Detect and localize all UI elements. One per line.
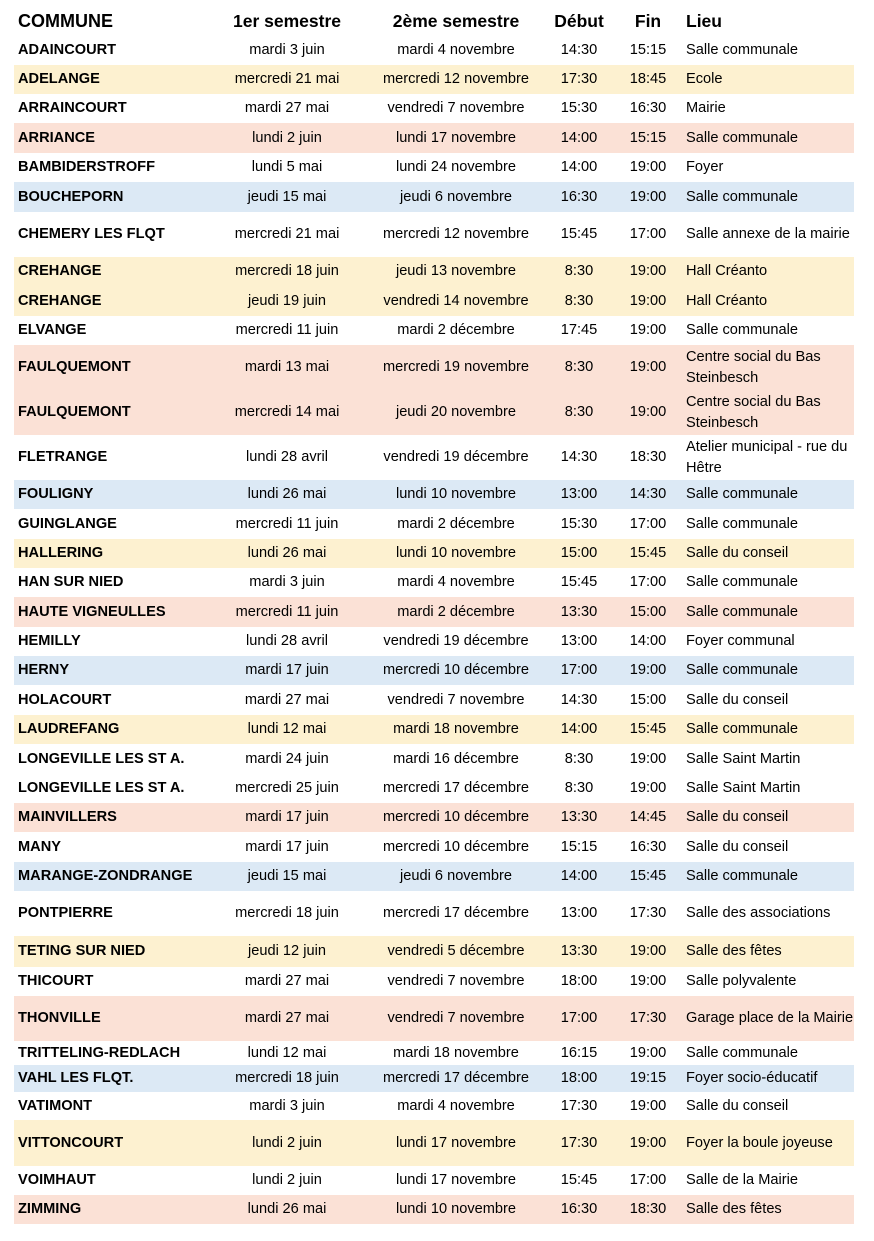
cell-end: 15:00 [629,691,667,708]
cell-commune: BAMBIDERSTROFF [18,159,156,175]
cell-commune: ZIMMING [18,1201,82,1217]
cell-semester-1: mercredi 25 juin [235,780,339,796]
cell-semester-2: mardi 2 décembre [397,603,515,620]
cell-location: Salle des fêtes [686,1201,782,1217]
cell-semester-2: lundi 17 novembre [395,1172,517,1188]
cell-location: Salle communale [686,574,798,590]
cell-semester-2: mardi 4 novembre [397,42,515,58]
cell-start: 18:00 [560,973,598,989]
cell-start: 8:30 [564,263,594,279]
cell-commune: CREHANGE [18,292,102,309]
table-row [14,316,854,345]
cell-location: Foyer la boule joyeuse [686,1134,833,1151]
cell-location: Salle communale [686,662,798,678]
cell-start: 14:00 [560,159,598,175]
cell-end: 15:45 [629,545,667,561]
cell-semester-1: mardi 3 juin [249,42,325,58]
cell-semester-2: vendredi 7 novembre [387,691,525,708]
cell-semester-1: mercredi 11 juin [235,515,339,532]
cell-semester-2: lundi 17 novembre [395,1134,517,1151]
cell-location: Centre social du Bas Steinbesch [686,348,821,386]
table-body [14,36,854,1224]
cell-semester-2: mardi 2 décembre [397,515,515,532]
cell-start: 15:45 [560,1172,598,1188]
cell-semester-2: mardi 18 novembre [393,721,519,737]
cell-start: 8:30 [564,750,594,767]
cell-semester-2: jeudi 13 novembre [395,263,517,279]
table-row [14,803,854,832]
cell-start: 17:30 [560,71,598,87]
cell-semester-2: vendredi 7 novembre [387,973,525,989]
cell-end: 19:00 [629,292,667,309]
cell-start: 14:00 [560,721,598,737]
cell-end: 19:00 [629,750,667,767]
cell-commune: TETING SUR NIED [18,943,146,959]
cell-end: 15:00 [629,603,667,620]
cell-start: 13:30 [560,943,598,959]
cell-location: Salle communale [686,129,798,146]
cell-end: 14:30 [629,486,667,502]
cell-commune: HAUTE VIGNEULLES [18,603,166,620]
cell-semester-2: mercredi 17 décembre [382,780,529,796]
cell-semester-1: lundi 2 juin [252,1172,322,1188]
table-header [14,6,854,36]
cell-semester-1: lundi 5 mai [251,159,323,175]
header-semester-2: 2ème semestre [392,10,520,31]
cell-commune: HEMILLY [18,633,81,649]
table-row [14,996,854,1041]
table-row [14,936,854,967]
cell-location: Ecole [686,71,723,87]
cell-semester-2: lundi 10 novembre [395,486,517,502]
cell-commune: ARRAINCOURT [18,100,127,116]
cell-commune: VATIMONT [18,1097,93,1114]
cell-location: Salle polyvalente [686,973,797,989]
cell-location: Salle communale [686,486,798,502]
table-row [14,568,854,597]
cell-semester-2: mardi 16 décembre [393,750,519,767]
table-row [14,345,854,390]
cell-start: 15:30 [560,515,598,532]
cell-start: 13:00 [560,633,598,649]
table-row [14,1195,854,1224]
cell-end: 19:00 [629,943,667,959]
cell-end: 15:45 [629,721,667,737]
cell-location: Salle Saint Martin [686,780,801,796]
cell-end: 19:00 [629,1097,667,1114]
cell-end: 19:00 [629,159,667,175]
cell-semester-1: mardi 3 juin [249,574,325,590]
header-end: Fin [634,10,662,31]
cell-commune: HERNY [18,662,70,678]
cell-commune: LONGEVILLE LES ST A. [18,750,185,767]
cell-end: 19:00 [629,662,667,678]
cell-location: Atelier municipal - rue du Hêtre [686,438,848,476]
cell-end: 19:00 [629,188,667,205]
table-row [14,597,854,627]
cell-end: 19:00 [629,1134,667,1151]
cell-location: Centre social du Bas Steinbesch [686,393,821,431]
cell-end: 19:00 [629,359,667,375]
cell-commune: MANY [18,838,61,855]
cell-commune: ADAINCOURT [18,42,117,58]
cell-semester-2: jeudi 20 novembre [395,404,517,420]
cell-semester-2: mercredi 17 décembre [382,1070,529,1086]
cell-semester-1: jeudi 19 juin [248,292,326,309]
header-location: Lieu [686,10,722,31]
cell-semester-2: lundi 10 novembre [395,1201,517,1217]
table-row [14,182,854,212]
cell-semester-1: mardi 27 mai [244,100,330,116]
cell-end: 19:00 [629,263,667,279]
table-row [14,36,854,65]
table-row [14,539,854,568]
cell-semester-1: mardi 3 juin [249,1097,325,1114]
cell-semester-2: vendredi 19 décembre [383,449,529,465]
cell-start: 13:00 [560,486,598,502]
cell-semester-1: mardi 17 juin [245,838,329,855]
cell-commune: LONGEVILLE LES ST A. [18,780,185,796]
cell-location: Salle des associations [686,905,831,921]
cell-location: Salle communale [686,188,798,205]
cell-start: 14:30 [560,691,598,708]
cell-start: 13:00 [560,905,598,921]
cell-start: 8:30 [564,780,594,796]
table-row [14,480,854,509]
cell-location: Garage place de la Mairie [686,1010,854,1026]
cell-commune: HALLERING [18,545,104,561]
cell-commune: VAHL LES FLQT. [18,1070,134,1086]
cell-semester-1: lundi 28 avril [246,633,328,649]
table-row [14,509,854,539]
cell-location: Salle annexe de la mairie [686,226,850,242]
cell-semester-2: mardi 2 décembre [397,322,515,338]
cell-start: 8:30 [564,404,594,420]
cell-location: Salle communale [686,1044,798,1061]
cell-start: 17:00 [560,662,598,678]
table-row [14,715,854,744]
cell-semester-1: mercredi 18 juin [235,1070,339,1086]
cell-commune: ARRIANCE [18,129,96,146]
cell-end: 18:30 [629,449,667,465]
cell-start: 13:30 [560,809,598,825]
cell-commune: THONVILLE [18,1010,101,1026]
cell-start: 15:30 [560,100,598,116]
cell-commune: FOULIGNY [18,486,94,502]
cell-semester-2: jeudi 6 novembre [400,188,512,205]
cell-end: 19:15 [629,1070,667,1086]
cell-commune: HOLACOURT [18,691,112,708]
cell-semester-1: mardi 17 juin [245,662,329,678]
cell-semester-2: mardi 4 novembre [397,1097,515,1114]
cell-semester-2: vendredi 7 novembre [387,100,525,116]
cell-semester-2: vendredi 19 décembre [383,633,529,649]
cell-end: 15:15 [629,129,667,146]
cell-semester-1: mercredi 11 juin [235,322,339,338]
cell-start: 15:45 [560,574,598,590]
cell-commune: LAUDREFANG [18,721,120,737]
cell-commune: ELVANGE [18,322,87,338]
cell-semester-1: lundi 26 mai [247,1201,327,1217]
cell-semester-2: jeudi 6 novembre [400,868,512,884]
cell-location: Salle du conseil [686,545,789,561]
cell-location: Salle des fêtes [686,943,782,959]
cell-end: 16:30 [629,838,667,855]
cell-end: 19:00 [629,973,667,989]
cell-semester-2: vendredi 14 novembre [383,292,529,309]
cell-location: Foyer [686,159,724,175]
cell-commune: FAULQUEMONT [18,404,131,420]
cell-end: 17:00 [629,1172,667,1188]
cell-semester-1: jeudi 12 juin [248,943,326,959]
cell-semester-1: mardi 24 juin [245,750,329,767]
table-row [14,1041,854,1065]
cell-end: 14:00 [629,633,667,649]
cell-semester-1: jeudi 15 mai [247,188,327,205]
table-row [14,1166,854,1195]
cell-end: 17:00 [629,226,667,242]
table-row [14,862,854,891]
table-row [14,212,854,257]
cell-semester-1: mercredi 14 mai [234,404,340,420]
cell-start: 15:45 [560,226,598,242]
table-row [14,656,854,685]
cell-end: 17:30 [629,1010,667,1026]
cell-end: 15:15 [629,42,667,58]
cell-commune: BOUCHEPORN [18,188,124,205]
table-row [14,627,854,656]
cell-end: 15:45 [629,868,667,884]
cell-end: 19:00 [629,1044,667,1061]
cell-commune: FAULQUEMONT [18,359,131,375]
schedule-table [14,6,854,1224]
table-row [14,257,854,286]
cell-commune: CHEMERY LES FLQT [18,226,165,242]
cell-start: 15:15 [560,838,598,855]
cell-start: 17:00 [560,1010,598,1026]
table-row [14,685,854,715]
cell-semester-1: lundi 2 juin [252,1134,322,1151]
cell-location: Foyer communal [686,633,795,649]
cell-end: 18:30 [629,1201,667,1217]
cell-commune: TRITTELING-REDLACH [18,1044,181,1061]
cell-semester-2: mercredi 19 novembre [382,359,529,375]
cell-commune: GUINGLANGE [18,515,117,532]
cell-end: 14:45 [629,809,667,825]
cell-location: Hall Créanto [686,292,768,309]
cell-end: 19:00 [629,780,667,796]
table-row [14,123,854,153]
table-row [14,1120,854,1166]
cell-location: Salle du conseil [686,691,789,708]
cell-location: Hall Créanto [686,263,768,279]
table-row [14,390,854,435]
cell-start: 16:30 [560,1201,598,1217]
cell-start: 14:30 [560,42,598,58]
cell-location: Salle de la Mairie [686,1172,798,1188]
cell-semester-1: lundi 26 mai [247,545,327,561]
cell-semester-1: mercredi 18 juin [235,263,339,279]
cell-end: 19:00 [629,404,667,420]
cell-commune: CREHANGE [18,263,102,279]
cell-location: Salle communale [686,603,798,620]
table-row [14,286,854,316]
cell-start: 15:00 [560,545,598,561]
table-row [14,153,854,182]
cell-location: Salle communale [686,322,798,338]
cell-start: 8:30 [564,359,594,375]
cell-semester-2: vendredi 7 novembre [387,1010,525,1026]
cell-location: Salle communale [686,868,798,884]
cell-semester-1: mercredi 18 juin [235,905,339,921]
cell-semester-2: lundi 17 novembre [395,129,517,146]
cell-commune: VITTONCOURT [18,1134,124,1151]
cell-semester-2: vendredi 5 décembre [387,943,525,959]
cell-semester-1: lundi 2 juin [252,129,322,146]
table-row [14,774,854,803]
cell-commune: HAN SUR NIED [18,574,124,590]
table-row [14,94,854,123]
cell-semester-1: mardi 17 juin [245,809,329,825]
cell-start: 13:30 [560,603,598,620]
cell-semester-2: mercredi 10 décembre [382,809,529,825]
cell-semester-1: mardi 27 mai [244,691,330,708]
header-commune: COMMUNE [18,10,113,31]
cell-location: Salle communale [686,515,798,532]
cell-semester-1: jeudi 15 mai [247,868,327,884]
header-semester-1: 1er semestre [233,10,341,31]
cell-commune: MAINVILLERS [18,809,117,825]
cell-start: 18:00 [560,1070,598,1086]
cell-semester-1: lundi 12 mai [247,721,327,737]
cell-semester-2: mercredi 10 décembre [382,662,529,678]
table-row [14,65,854,94]
cell-semester-2: lundi 10 novembre [395,545,517,561]
cell-commune: ADELANGE [18,71,100,87]
cell-semester-1: mercredi 21 mai [234,226,340,242]
cell-semester-2: lundi 24 novembre [395,159,517,175]
cell-location: Salle communale [686,721,798,737]
cell-semester-2: mercredi 12 novembre [382,226,529,242]
cell-semester-2: mercredi 10 décembre [382,838,529,855]
cell-start: 17:45 [560,322,598,338]
cell-commune: MARANGE-ZONDRANGE [18,868,193,884]
cell-start: 14:30 [560,449,598,465]
cell-semester-1: lundi 26 mai [247,486,327,502]
cell-location: Foyer socio-éducatif [686,1070,818,1086]
cell-start: 16:15 [560,1044,598,1061]
cell-commune: THICOURT [18,973,94,989]
table-row [14,435,854,480]
cell-semester-1: mercredi 11 juin [235,603,339,620]
cell-location: Salle du conseil [686,809,789,825]
cell-start: 14:00 [560,129,598,146]
cell-semester-1: mardi 27 mai [244,973,330,989]
cell-end: 18:45 [629,71,667,87]
cell-location: Salle du conseil [686,838,789,855]
cell-semester-1: mardi 27 mai [244,1010,330,1026]
cell-start: 14:00 [560,868,598,884]
cell-semester-2: mercredi 17 décembre [382,905,529,921]
cell-semester-2: mercredi 12 novembre [382,71,529,87]
table-row [14,967,854,996]
cell-end: 19:00 [629,322,667,338]
cell-end: 17:00 [629,574,667,590]
cell-end: 17:30 [629,905,667,921]
cell-semester-2: mardi 4 novembre [397,574,515,590]
table-row [14,891,854,936]
cell-location: Salle du conseil [686,1097,789,1114]
cell-commune: FLETRANGE [18,449,108,465]
cell-location: Salle communale [686,42,798,58]
cell-start: 17:30 [560,1097,598,1114]
cell-commune: PONTPIERRE [18,905,113,921]
table-row [14,1065,854,1092]
cell-location: Salle Saint Martin [686,750,801,767]
cell-location: Mairie [686,100,726,116]
header-start: Début [554,10,604,31]
cell-semester-2: mardi 18 novembre [393,1044,519,1061]
cell-end: 17:00 [629,515,667,532]
cell-semester-1: lundi 28 avril [246,449,328,465]
table-row [14,744,854,774]
cell-end: 16:30 [629,100,667,116]
cell-start: 17:30 [560,1134,598,1151]
table-row [14,832,854,862]
cell-semester-1: mardi 13 mai [244,359,330,375]
cell-start: 8:30 [564,292,594,309]
cell-semester-1: mercredi 21 mai [234,71,340,87]
table-row [14,1092,854,1120]
cell-commune: VOIMHAUT [18,1172,96,1188]
cell-start: 16:30 [560,188,598,205]
cell-semester-1: lundi 12 mai [247,1044,327,1061]
